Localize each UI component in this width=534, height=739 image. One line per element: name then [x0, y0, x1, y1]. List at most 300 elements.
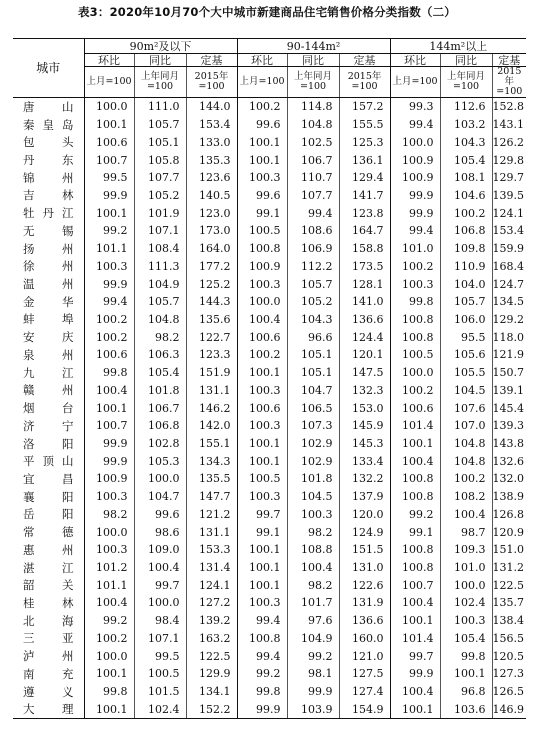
index-value: 135.5: [186, 470, 237, 488]
index-value: 99.4: [287, 204, 339, 222]
index-value: 128.1: [339, 275, 390, 293]
index-value: 99.8: [84, 364, 134, 382]
index-value: 99.9: [237, 700, 287, 718]
index-value: 100.8: [390, 541, 440, 559]
city-name: 襄阳: [23, 489, 74, 504]
index-value: 100.9: [390, 169, 440, 187]
sub-header: 定基: [492, 54, 526, 67]
index-value: 138.4: [492, 612, 526, 630]
index-value: 127.5: [339, 665, 390, 683]
index-value: 104.0: [440, 275, 492, 293]
city-name: 九江: [23, 365, 74, 380]
index-value: 108.8: [287, 541, 339, 559]
index-value: 100.4: [440, 506, 492, 524]
index-value: 139.2: [186, 612, 237, 630]
index-value: 108.4: [134, 240, 186, 258]
index-value: 100.3: [237, 417, 287, 435]
index-value: 100.4: [390, 452, 440, 470]
table-row: [13, 240, 526, 258]
index-value: 103.2: [440, 116, 492, 134]
city-name: 韶关: [23, 578, 74, 593]
base-header: 2015年=100: [186, 67, 237, 98]
index-value: 101.1: [84, 240, 134, 258]
index-value: 135.3: [186, 151, 237, 169]
index-value: 107.1: [134, 630, 186, 648]
index-value: 132.3: [339, 382, 390, 400]
index-value: 100.8: [390, 559, 440, 577]
index-value: 104.9: [287, 630, 339, 648]
sub-header-row: [13, 54, 526, 67]
index-value: 125.3: [339, 133, 390, 151]
index-value: 99.1: [390, 523, 440, 541]
index-value: 100.2: [440, 470, 492, 488]
index-value: 100.4: [134, 559, 186, 577]
table-row: [13, 116, 526, 134]
index-value: 100.6: [237, 328, 287, 346]
index-value: 99.4: [390, 222, 440, 240]
index-value: 100.4: [390, 594, 440, 612]
index-value: 107.1: [134, 222, 186, 240]
index-value: 152.2: [186, 700, 237, 718]
index-value: 98.2: [84, 506, 134, 524]
index-value: 105.7: [134, 116, 186, 134]
city-name: 岳阳: [23, 507, 74, 522]
index-value: 126.2: [492, 133, 526, 151]
index-value: 123.6: [186, 169, 237, 187]
index-value: 100.7: [390, 576, 440, 594]
index-value: 105.4: [134, 364, 186, 382]
index-value: 153.3: [186, 541, 237, 559]
index-value: 101.8: [287, 470, 339, 488]
table-row: [13, 399, 526, 417]
index-value: 100.0: [84, 523, 134, 541]
index-value: 151.5: [339, 541, 390, 559]
sub-header: 同比: [134, 54, 186, 67]
index-value: 105.3: [134, 452, 186, 470]
index-value: 100.4: [84, 594, 134, 612]
index-value: 100.0: [237, 293, 287, 311]
city-name: 赣州: [23, 383, 74, 398]
index-value: 100.8: [390, 488, 440, 506]
index-value: 147.7: [186, 488, 237, 506]
index-value: 100.1: [84, 665, 134, 683]
table-row: [13, 169, 526, 187]
index-value: 131.1: [186, 382, 237, 400]
base-header: 上月=100: [84, 67, 134, 98]
table-row: [13, 346, 526, 364]
index-value: 99.3: [390, 98, 440, 116]
index-value: 99.4: [237, 647, 287, 665]
index-value: 122.5: [186, 647, 237, 665]
index-value: 101.5: [134, 683, 186, 701]
index-value: 106.7: [134, 399, 186, 417]
index-value: 103.6: [440, 700, 492, 718]
index-value: 99.8: [84, 683, 134, 701]
index-value: 99.7: [237, 506, 287, 524]
index-value: 106.3: [134, 346, 186, 364]
index-value: 109.0: [134, 541, 186, 559]
index-value: 100.7: [84, 417, 134, 435]
index-value: 99.9: [84, 452, 134, 470]
index-value: 155.5: [339, 116, 390, 134]
index-value: 100.1: [84, 116, 134, 134]
table-row: [13, 470, 526, 488]
index-value: 160.0: [339, 630, 390, 648]
index-value: 99.1: [237, 523, 287, 541]
index-value: 106.5: [287, 399, 339, 417]
index-value: 99.9: [84, 275, 134, 293]
table-row: [13, 665, 526, 683]
index-value: 141.0: [339, 293, 390, 311]
city-name: 大理: [13, 700, 84, 718]
index-value: 111.3: [134, 257, 186, 275]
index-value: 122.6: [339, 576, 390, 594]
index-value: 99.9: [390, 187, 440, 205]
index-value: 100.2: [390, 257, 440, 275]
index-value: 100.3: [237, 275, 287, 293]
index-value: 102.9: [287, 435, 339, 453]
table-row: [13, 417, 526, 435]
index-value: 124.4: [339, 328, 390, 346]
index-value: 144.0: [186, 98, 237, 116]
index-value: 100.6: [84, 133, 134, 151]
sub-header: 定基: [339, 54, 390, 67]
sub-header: 定基: [186, 54, 237, 67]
table-row: [13, 594, 526, 612]
index-value: 107.7: [134, 169, 186, 187]
index-value: 111.0: [134, 98, 186, 116]
index-value: 100.3: [237, 169, 287, 187]
index-value: 101.1: [84, 576, 134, 594]
city-name: 金华: [23, 294, 74, 309]
index-value: 125.2: [186, 275, 237, 293]
index-value: 110.7: [287, 169, 339, 187]
city-name: 惠州: [23, 542, 74, 557]
index-value: 108.1: [440, 169, 492, 187]
index-value: 164.7: [339, 222, 390, 240]
index-value: 106.8: [134, 417, 186, 435]
table-row: [13, 293, 526, 311]
index-value: 106.9: [287, 240, 339, 258]
table-row: [13, 647, 526, 665]
index-value: 99.7: [134, 576, 186, 594]
index-value: 99.2: [84, 222, 134, 240]
index-value: 126.5: [492, 683, 526, 701]
index-value: 100.2: [84, 311, 134, 329]
index-value: 134.3: [186, 452, 237, 470]
index-value: 104.8: [134, 311, 186, 329]
index-value: 99.2: [84, 612, 134, 630]
index-value: 121.9: [492, 346, 526, 364]
index-value: 99.6: [134, 506, 186, 524]
index-value: 126.8: [492, 506, 526, 524]
index-value: 104.7: [287, 382, 339, 400]
index-value: 100.3: [390, 275, 440, 293]
index-value: 112.2: [287, 257, 339, 275]
index-value: 151.9: [186, 364, 237, 382]
city-name: 牡丹江: [23, 206, 74, 221]
index-value: 100.3: [84, 541, 134, 559]
index-value: 100.1: [237, 541, 287, 559]
city-name: 宜昌: [23, 471, 74, 486]
group-header-large: 144m²以上: [390, 39, 526, 54]
index-value: 164.0: [186, 240, 237, 258]
index-value: 109.8: [440, 240, 492, 258]
index-value: 100.4: [390, 683, 440, 701]
city-name: 洛阳: [23, 436, 74, 451]
city-name: 锦州: [23, 170, 74, 185]
index-value: 99.9: [390, 204, 440, 222]
index-value: 105.5: [440, 364, 492, 382]
table-row: [13, 364, 526, 382]
index-value: 99.4: [237, 612, 287, 630]
index-value: 122.5: [492, 576, 526, 594]
sub-header: 同比: [287, 54, 339, 67]
index-value: 131.1: [186, 523, 237, 541]
table-row: [13, 204, 526, 222]
index-value: 98.1: [287, 665, 339, 683]
city-name: 安庆: [23, 330, 74, 345]
index-value: 105.4: [440, 151, 492, 169]
index-value: 100.3: [237, 594, 287, 612]
index-value: 134.5: [492, 293, 526, 311]
city-name: 吉林: [23, 188, 74, 203]
index-value: 100.1: [390, 612, 440, 630]
city-name: 唐山: [23, 99, 74, 114]
index-value: 104.8: [440, 435, 492, 453]
index-value: 99.8: [440, 647, 492, 665]
base-header: 上年同月=100: [440, 67, 492, 98]
index-value: 99.5: [84, 169, 134, 187]
index-value: 99.7: [390, 647, 440, 665]
index-value: 104.9: [134, 275, 186, 293]
index-value: 98.7: [440, 523, 492, 541]
index-value: 168.4: [492, 257, 526, 275]
index-value: 100.6: [84, 346, 134, 364]
index-value: 132.0: [492, 470, 526, 488]
table-row: [13, 435, 526, 453]
city-name: 泸州: [23, 649, 74, 664]
index-value: 136.6: [339, 612, 390, 630]
table-row: [13, 630, 526, 648]
index-value: 100.0: [440, 576, 492, 594]
index-value: 108.2: [440, 488, 492, 506]
table-row: [13, 523, 526, 541]
index-value: 173.5: [339, 257, 390, 275]
index-value: 153.0: [339, 399, 390, 417]
index-value: 100.0: [84, 98, 134, 116]
index-value: 100.6: [390, 399, 440, 417]
index-value: 100.2: [84, 630, 134, 648]
index-value: 129.7: [492, 169, 526, 187]
index-value: 100.1: [390, 700, 440, 718]
index-value: 99.8: [237, 683, 287, 701]
table-row: [13, 559, 526, 577]
index-value: 100.9: [390, 151, 440, 169]
index-value: 101.7: [287, 594, 339, 612]
index-value: 155.1: [186, 435, 237, 453]
index-value: 124.9: [339, 523, 390, 541]
index-value: 141.7: [339, 187, 390, 205]
city-name: 南充: [23, 666, 74, 681]
index-value: 100.0: [84, 647, 134, 665]
index-value: 99.6: [237, 187, 287, 205]
index-value: 129.4: [339, 169, 390, 187]
index-value: 107.3: [287, 417, 339, 435]
index-value: 114.8: [287, 98, 339, 116]
index-value: 104.5: [440, 382, 492, 400]
index-value: 112.6: [440, 98, 492, 116]
index-value: 100.1: [84, 399, 134, 417]
index-value: 134.1: [186, 683, 237, 701]
index-value: 100.1: [237, 133, 287, 151]
city-column-header: 城市: [13, 39, 84, 98]
index-value: 102.5: [287, 133, 339, 151]
index-value: 142.0: [186, 417, 237, 435]
index-value: 127.3: [492, 665, 526, 683]
index-value: 158.8: [339, 240, 390, 258]
table-row: [13, 452, 526, 470]
table-row: [13, 151, 526, 169]
table-row: [13, 311, 526, 329]
index-value: 98.6: [134, 523, 186, 541]
city-name: 桂林: [23, 595, 74, 610]
index-value: 123.8: [339, 204, 390, 222]
index-value: 136.6: [339, 311, 390, 329]
table-row: [13, 382, 526, 400]
price-index-table: [13, 38, 526, 719]
index-value: 98.2: [134, 328, 186, 346]
index-value: 136.1: [339, 151, 390, 169]
index-value: 132.6: [492, 452, 526, 470]
index-value: 100.1: [440, 665, 492, 683]
city-name: 无锡: [23, 223, 74, 238]
index-value: 153.4: [492, 222, 526, 240]
index-value: 105.4: [440, 630, 492, 648]
index-value: 107.6: [440, 399, 492, 417]
index-value: 100.2: [390, 382, 440, 400]
index-value: 146.2: [186, 399, 237, 417]
sub-header: 环比: [237, 54, 287, 67]
index-value: 146.9: [492, 700, 526, 718]
table-row: [13, 222, 526, 240]
index-value: 102.8: [134, 435, 186, 453]
index-value: 154.9: [339, 700, 390, 718]
index-value: 99.6: [237, 116, 287, 134]
index-value: 124.7: [492, 275, 526, 293]
index-value: 145.9: [339, 417, 390, 435]
table-row: [13, 700, 526, 718]
index-value: 100.8: [390, 470, 440, 488]
index-value: 104.3: [440, 133, 492, 151]
index-value: 177.2: [186, 257, 237, 275]
index-value: 105.8: [134, 151, 186, 169]
index-value: 106.0: [440, 311, 492, 329]
index-value: 100.2: [84, 328, 134, 346]
index-value: 135.7: [492, 594, 526, 612]
index-value: 100.8: [237, 630, 287, 648]
index-value: 133.0: [186, 133, 237, 151]
index-value: 123.0: [186, 204, 237, 222]
index-value: 100.1: [390, 435, 440, 453]
index-value: 100.8: [237, 240, 287, 258]
city-name: 平顶山: [23, 454, 74, 469]
index-value: 100.0: [390, 133, 440, 151]
index-value: 100.1: [237, 364, 287, 382]
index-value: 101.4: [390, 417, 440, 435]
index-value: 100.8: [390, 311, 440, 329]
index-value: 100.3: [84, 257, 134, 275]
index-value: 99.4: [390, 116, 440, 134]
index-value: 100.4: [287, 559, 339, 577]
city-name: 三亚: [23, 631, 74, 646]
index-value: 100.2: [440, 204, 492, 222]
table-row: [13, 576, 526, 594]
index-value: 98.4: [134, 612, 186, 630]
index-value: 153.4: [186, 116, 237, 134]
table-row: [13, 488, 526, 506]
sub-header: 环比: [84, 54, 134, 67]
index-value: 121.2: [186, 506, 237, 524]
index-value: 139.3: [492, 417, 526, 435]
base-header: 2015年=100: [492, 67, 526, 98]
index-value: 163.2: [186, 630, 237, 648]
index-value: 100.8: [390, 328, 440, 346]
index-value: 101.2: [84, 559, 134, 577]
index-value: 131.9: [339, 594, 390, 612]
index-value: 118.0: [492, 328, 526, 346]
index-value: 101.0: [390, 240, 440, 258]
page-title: 表3：2020年10月70个大中城市新建商品住宅销售价格分类指数（二）: [77, 5, 456, 19]
index-value: 96.6: [287, 328, 339, 346]
group-header-medium: 90-144m²: [237, 39, 390, 54]
index-value: 98.2: [287, 523, 339, 541]
index-value: 137.9: [339, 488, 390, 506]
sub-header: 同比: [440, 54, 492, 67]
city-name: 扬州: [23, 241, 74, 256]
index-value: 124.1: [186, 576, 237, 594]
index-value: 144.3: [186, 293, 237, 311]
index-value: 100.3: [237, 488, 287, 506]
index-value: 129.2: [492, 311, 526, 329]
index-value: 139.5: [492, 187, 526, 205]
sub-header: 环比: [390, 54, 440, 67]
index-value: 145.4: [492, 399, 526, 417]
index-value: 100.3: [440, 612, 492, 630]
index-value: 100.2: [237, 98, 287, 116]
index-value: 100.7: [84, 151, 134, 169]
index-value: 96.8: [440, 683, 492, 701]
city-name: 北海: [23, 613, 74, 628]
index-value: 121.0: [339, 647, 390, 665]
index-value: 100.5: [390, 346, 440, 364]
index-value: 100.5: [134, 665, 186, 683]
index-value: 105.2: [134, 187, 186, 205]
table-row: [13, 257, 526, 275]
index-value: 100.9: [84, 470, 134, 488]
index-value: 100.1: [237, 435, 287, 453]
index-value: 98.2: [287, 576, 339, 594]
index-value: 124.1: [492, 204, 526, 222]
index-value: 107.0: [440, 417, 492, 435]
index-value: 100.3: [287, 506, 339, 524]
index-value: 133.4: [339, 452, 390, 470]
index-value: 100.0: [134, 470, 186, 488]
index-value: 100.1: [237, 559, 287, 577]
index-value: 109.3: [440, 541, 492, 559]
index-value: 100.4: [237, 311, 287, 329]
index-value: 104.3: [287, 311, 339, 329]
